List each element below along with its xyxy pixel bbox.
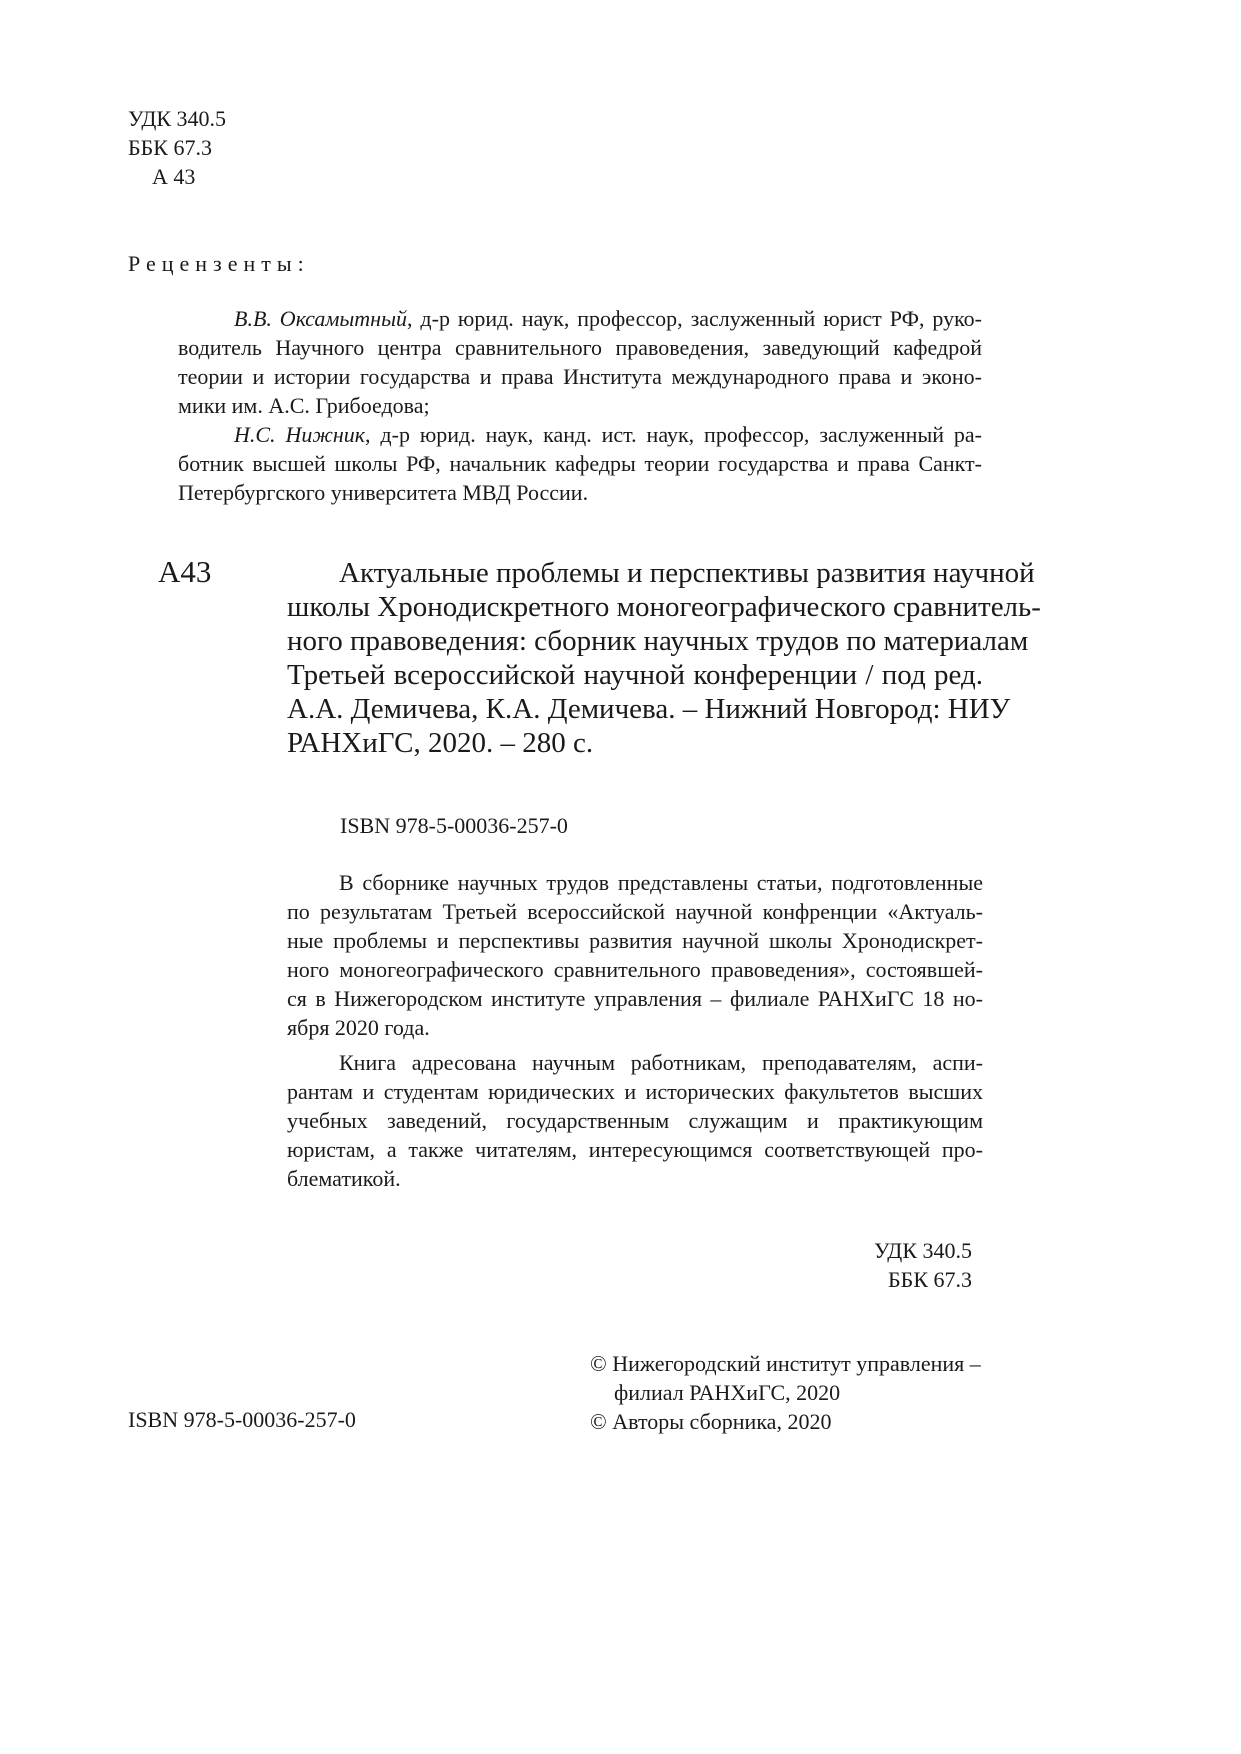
reviewer-1-line-3: теории и истории государства и права Института международного права и эконо- xyxy=(178,364,982,389)
reviewer-2-name: Н.С. Нижник xyxy=(234,422,366,447)
reviewer-1-line-4: мики им. А.С. Грибоедова; xyxy=(178,393,430,418)
reviewer-1-name: В.В. Оксамытный xyxy=(234,306,407,331)
summary-line: юристам, а также читателям, интересующимся соответствующей про- xyxy=(287,1137,983,1162)
reviewer-1-line-2: водитель Научного центра сравнительного правоведения, заведующий кафедрой xyxy=(178,335,982,360)
reviewer-2-line-1: Н.С. Нижник, д-р юрид. наук, канд. ист. наук, профессор, заслуженный ра- xyxy=(234,422,983,447)
bbk-code: ББК 67.3 xyxy=(888,1267,972,1292)
summary-line: по результатам Третьей всероссийской научной конфренции «Актуаль- xyxy=(287,899,983,924)
summary-line: ные проблемы и перспективы развития научной школы Хронодискрет- xyxy=(287,928,983,953)
summary-line: рантам и студентам юридических и исторических факультетов высших xyxy=(287,1079,983,1104)
reviewers-block xyxy=(178,304,982,507)
summary-line: учебных заведений, государственным служащим и практикующим xyxy=(287,1108,983,1133)
copyright-block xyxy=(590,1349,981,1436)
classification-codes-bottom xyxy=(856,1236,972,1294)
summary-line: Книга адресована научным работникам, преподавателям, аспи- xyxy=(339,1050,983,1075)
classification-codes-top xyxy=(128,104,226,191)
description-line: РАНХиГС, 2020. – 280 с. xyxy=(287,727,594,759)
summary-line: В сборнике научных трудов представлены статьи, подготовленные xyxy=(339,870,983,895)
isbn: ISBN 978-5-00036-257-0 xyxy=(340,813,568,838)
description-line: Третьей всероссийской научной конференции / под ред. xyxy=(287,659,983,691)
udk-code: УДК 340.5 xyxy=(873,1238,972,1263)
reviewer-2-line-3: Петербургского университета МВД России. xyxy=(178,480,589,505)
udk-code: УДК 340.5 xyxy=(128,106,227,131)
reviewer-1-line-1: В.В. Оксамытный, д-р юрид. наук, профессор, заслуженный юрист РФ, руко- xyxy=(234,306,982,331)
description-line: Актуальные проблемы и перспективы развития научной xyxy=(339,557,1035,589)
isbn-bottom: ISBN 978-5-00036-257-0 xyxy=(128,1407,356,1432)
summary-line: ября 2020 года. xyxy=(287,1015,430,1040)
description-line: ного правоведения: сборник научных трудов по материалам xyxy=(287,625,1029,657)
summary-line: ся в Нижегородском институте управления – филиале РАНХиГС 18 но- xyxy=(287,986,983,1011)
summary-line: блематикой. xyxy=(287,1166,401,1191)
copyright-line: филиал РАНХиГС, 2020 xyxy=(614,1380,841,1405)
summary xyxy=(287,868,983,1193)
reviewers-heading: Рецензенты: xyxy=(128,251,310,276)
reviewer-2-line-2: ботник высшей школы РФ, начальник кафедры теории государства и права Санкт- xyxy=(178,451,982,476)
bibliographic-description xyxy=(287,556,1041,760)
description-line: школы Хронодискретного моногеографического сравнитель- xyxy=(287,591,1041,623)
catalog-code: А43 xyxy=(158,554,212,589)
bbk-code: ББК 67.3 xyxy=(128,135,212,160)
description-line: А.А. Демичева, К.А. Демичева. – Нижний Новгород: НИУ xyxy=(287,693,1011,725)
summary-line: ного моногеографического сравнительного правоведения», состоявшей- xyxy=(287,957,983,982)
copyright-line: © Нижегородский институт управления – xyxy=(590,1351,981,1376)
author-sign: А 43 xyxy=(152,164,196,189)
copyright-line: © Авторы сборника, 2020 xyxy=(590,1409,832,1434)
